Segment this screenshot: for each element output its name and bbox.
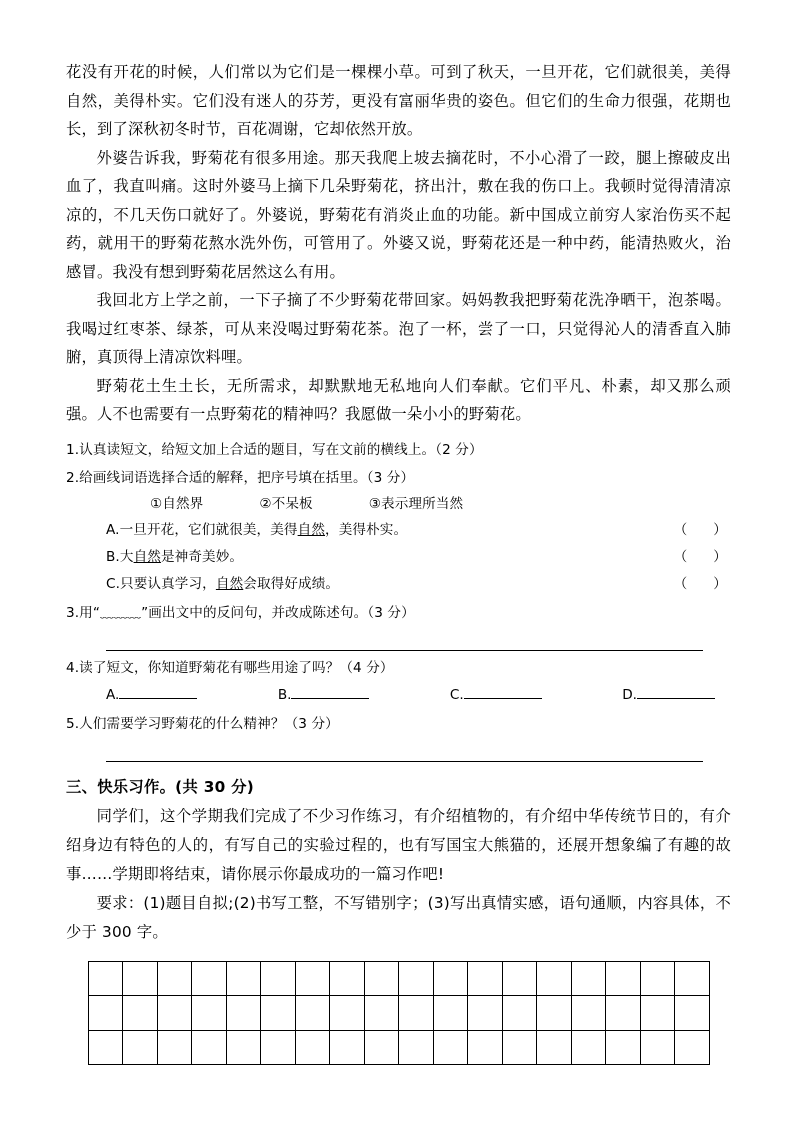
choice-underlined-c: 自然 <box>215 575 244 592</box>
choice-label-c: C. <box>106 575 121 592</box>
question-4: 4.读了短文，你知道野菊花有哪些用途了吗？（4 分） <box>66 659 394 676</box>
composition-grid-cell[interactable] <box>640 996 675 1031</box>
choice-underlined-a: 自然 <box>297 521 326 538</box>
composition-grid-cell[interactable] <box>571 996 606 1031</box>
composition-grid-cell[interactable] <box>261 1030 296 1065</box>
composition-grid-cell[interactable] <box>88 996 123 1031</box>
composition-grid-cell[interactable] <box>261 996 296 1031</box>
composition-grid-cell[interactable] <box>399 1030 434 1065</box>
blank-b[interactable]: B. <box>278 681 370 709</box>
composition-grid-cell[interactable] <box>226 1030 261 1065</box>
question-4-blanks <box>66 681 731 709</box>
blank-c[interactable]: C. <box>450 681 542 709</box>
passage-paragraph-4: 野菊花土生土长，无所需求，却默默地无私地向人们奉献。它们平凡、朴素，却又那么顽强。人不也需要有一点野菊花的精神吗？我愿做一朵小小的野菊花。 <box>66 376 731 423</box>
passage-paragraph-3: 我回北方上学之前，一下子摘了不少野菊花带回家。妈妈教我把野菊花洗净晒干，泡茶喝。我喝过红枣茶、绿茶，可从来没喝过野菊花茶。泡了一杯，尝了一口，只觉得沁人的清香直入肺腑，真顶得上清凉饮料哩。 <box>66 291 731 366</box>
composition-grid-cell[interactable] <box>226 996 261 1031</box>
composition-grid-cell[interactable] <box>468 996 503 1031</box>
question-5: 5.人们需要学习野菊花的什么精神？（3 分） <box>66 715 339 732</box>
option-2: ②不呆板 <box>259 495 313 512</box>
composition-grid-cell[interactable] <box>468 961 503 996</box>
composition-grid-cell[interactable] <box>537 996 572 1031</box>
composition-grid-cell[interactable] <box>364 996 399 1031</box>
choice-text-a-post: ，美得朴实。 <box>325 521 408 538</box>
composition-grid-cell[interactable] <box>502 996 537 1031</box>
composition-grid-cell[interactable] <box>433 961 468 996</box>
choice-text-b-post: 是神奇美妙。 <box>160 548 244 565</box>
composition-grid-cell[interactable] <box>675 1030 710 1065</box>
answer-bracket-b[interactable]: （ ） <box>673 548 727 565</box>
reading-passage <box>66 58 731 429</box>
section-3-paragraph: 同学们，这个学期我们完成了不少习作练习，有介绍植物的，有介绍中华传统节日的，有介绍身边有特色的人的，有写自己的实验过程的，也有写国宝大熊猫的，还展开想象编了有趣的故事……学期即将结束，请你展示你最成功的一篇习作吧! <box>66 806 731 883</box>
option-3: ③表示理所当然 <box>368 495 464 512</box>
composition-grid-cell[interactable] <box>330 996 365 1031</box>
composition-grid-cell[interactable] <box>640 961 675 996</box>
composition-grid-cell[interactable] <box>192 961 227 996</box>
choice-text-b-pre: 大 <box>119 548 134 565</box>
composition-grid-cell[interactable] <box>502 961 537 996</box>
answer-bracket-c[interactable]: （ ） <box>673 575 727 592</box>
question-5-answer-line[interactable] <box>106 739 703 762</box>
question-3-answer-line[interactable] <box>106 628 703 651</box>
passage-paragraph-1: 花没有开花的时候，人们常以为它们是一棵棵小草。可到了秋天，一旦开花，它们就很美，美得自然，美得朴实。它们没有迷人的芬芳，更没有富丽华贵的姿色。但它们的生命力很强，花期也长，到了深秋初冬时节，百花凋谢，它却依然开放。 <box>66 63 731 138</box>
composition-grid-cell[interactable] <box>571 961 606 996</box>
composition-grid-cell[interactable] <box>123 1030 158 1065</box>
section-3-title: 三、快乐习作。(共 30 分) <box>66 777 255 796</box>
blank-a[interactable]: A. <box>106 681 197 709</box>
composition-grid-cell[interactable] <box>295 1030 330 1065</box>
choice-label-a: A. <box>106 521 120 538</box>
composition-grid-cell[interactable] <box>157 961 192 996</box>
question-2-choice-b <box>66 544 731 571</box>
composition-grid-cell[interactable] <box>88 961 123 996</box>
composition-grid-cell[interactable] <box>123 996 158 1031</box>
composition-grid-cell[interactable] <box>399 996 434 1031</box>
composition-grid-cell[interactable] <box>468 1030 503 1065</box>
composition-grid-row <box>88 1030 709 1065</box>
question-2-choice-c <box>66 571 731 598</box>
choice-underlined-b: 自然 <box>133 548 161 565</box>
composition-grid-cell[interactable] <box>433 996 468 1031</box>
composition-grid-cell[interactable] <box>502 1030 537 1065</box>
composition-grid-cell[interactable] <box>364 961 399 996</box>
composition-grid-cell[interactable] <box>157 996 192 1031</box>
composition-grid-cell[interactable] <box>675 961 710 996</box>
section-3-requirement: 要求：(1)题目自拟;(2)书写工整，不写错别字；(3)写出真情实感，语句通顺，内容具体，不少于 300 字。 <box>66 893 731 941</box>
choice-text-c-post: 会取得好成绩。 <box>243 575 340 592</box>
composition-grid-cell[interactable] <box>261 961 296 996</box>
choice-text-a-pre: 一旦开花，它们就很美，美得 <box>119 521 298 538</box>
composition-grid-cell[interactable] <box>226 961 261 996</box>
composition-grid-cell[interactable] <box>606 996 641 1031</box>
question-3: 3.用“﹏﹏﹏”画出文中的反问句，并改成陈述句。（3 分） <box>66 604 415 621</box>
composition-grid[interactable] <box>88 961 710 1066</box>
question-2-choice-a <box>66 517 731 544</box>
option-1: ①自然界 <box>150 495 204 512</box>
composition-grid-cell[interactable] <box>571 1030 606 1065</box>
composition-grid-cell[interactable] <box>88 1030 123 1065</box>
passage-paragraph-2: 外婆告诉我，野菊花有很多用途。那天我爬上坡去摘花时，不小心滑了一跤，腿上擦破皮出血了，我直叫痛。这时外婆马上摘下几朵野菊花，挤出汁，敷在我的伤口上。我顿时觉得清清凉凉的，不几天伤口就好了。外婆说，野菊花有消炎止血的功能。新中国成立前穷人家治伤买不起药，就用干的野菊花熬水洗外伤，可管用了。外婆又说，野菊花还是一种中药，能清热败火，治感冒。我没有想到野菊花居然这么有用。 <box>66 148 731 281</box>
question-2-options <box>66 491 731 517</box>
composition-grid-row <box>88 961 709 996</box>
composition-grid-cell[interactable] <box>537 1030 572 1065</box>
answer-bracket-a[interactable]: （ ） <box>673 521 727 538</box>
composition-grid-cell[interactable] <box>606 961 641 996</box>
choice-label-b: B. <box>106 548 120 565</box>
composition-grid-cell[interactable] <box>295 961 330 996</box>
composition-grid-cell[interactable] <box>295 996 330 1031</box>
composition-grid-cell[interactable] <box>675 996 710 1031</box>
choice-text-c-pre: 只要认真学习， <box>120 575 216 592</box>
composition-grid-cell[interactable] <box>330 961 365 996</box>
composition-grid-cell[interactable] <box>123 961 158 996</box>
composition-grid-cell[interactable] <box>364 1030 399 1065</box>
question-1: 1.认真读短文，给短文加上合适的题目，写在文前的横线上。（2 分） <box>66 441 483 458</box>
composition-grid-cell[interactable] <box>330 1030 365 1065</box>
composition-grid-cell[interactable] <box>537 961 572 996</box>
blank-d[interactable]: D. <box>622 681 715 709</box>
composition-grid-cell[interactable] <box>192 996 227 1031</box>
composition-grid-cell[interactable] <box>606 1030 641 1065</box>
composition-grid-cell[interactable] <box>192 1030 227 1065</box>
composition-grid-wrapper <box>66 961 731 1066</box>
composition-grid-cell[interactable] <box>399 961 434 996</box>
composition-grid-cell[interactable] <box>433 1030 468 1065</box>
composition-grid-cell[interactable] <box>640 1030 675 1065</box>
composition-grid-row <box>88 996 709 1031</box>
question-2: 2.给画线词语选择合适的解释，把序号填在括里。（3 分） <box>66 469 415 486</box>
composition-grid-cell[interactable] <box>157 1030 192 1065</box>
